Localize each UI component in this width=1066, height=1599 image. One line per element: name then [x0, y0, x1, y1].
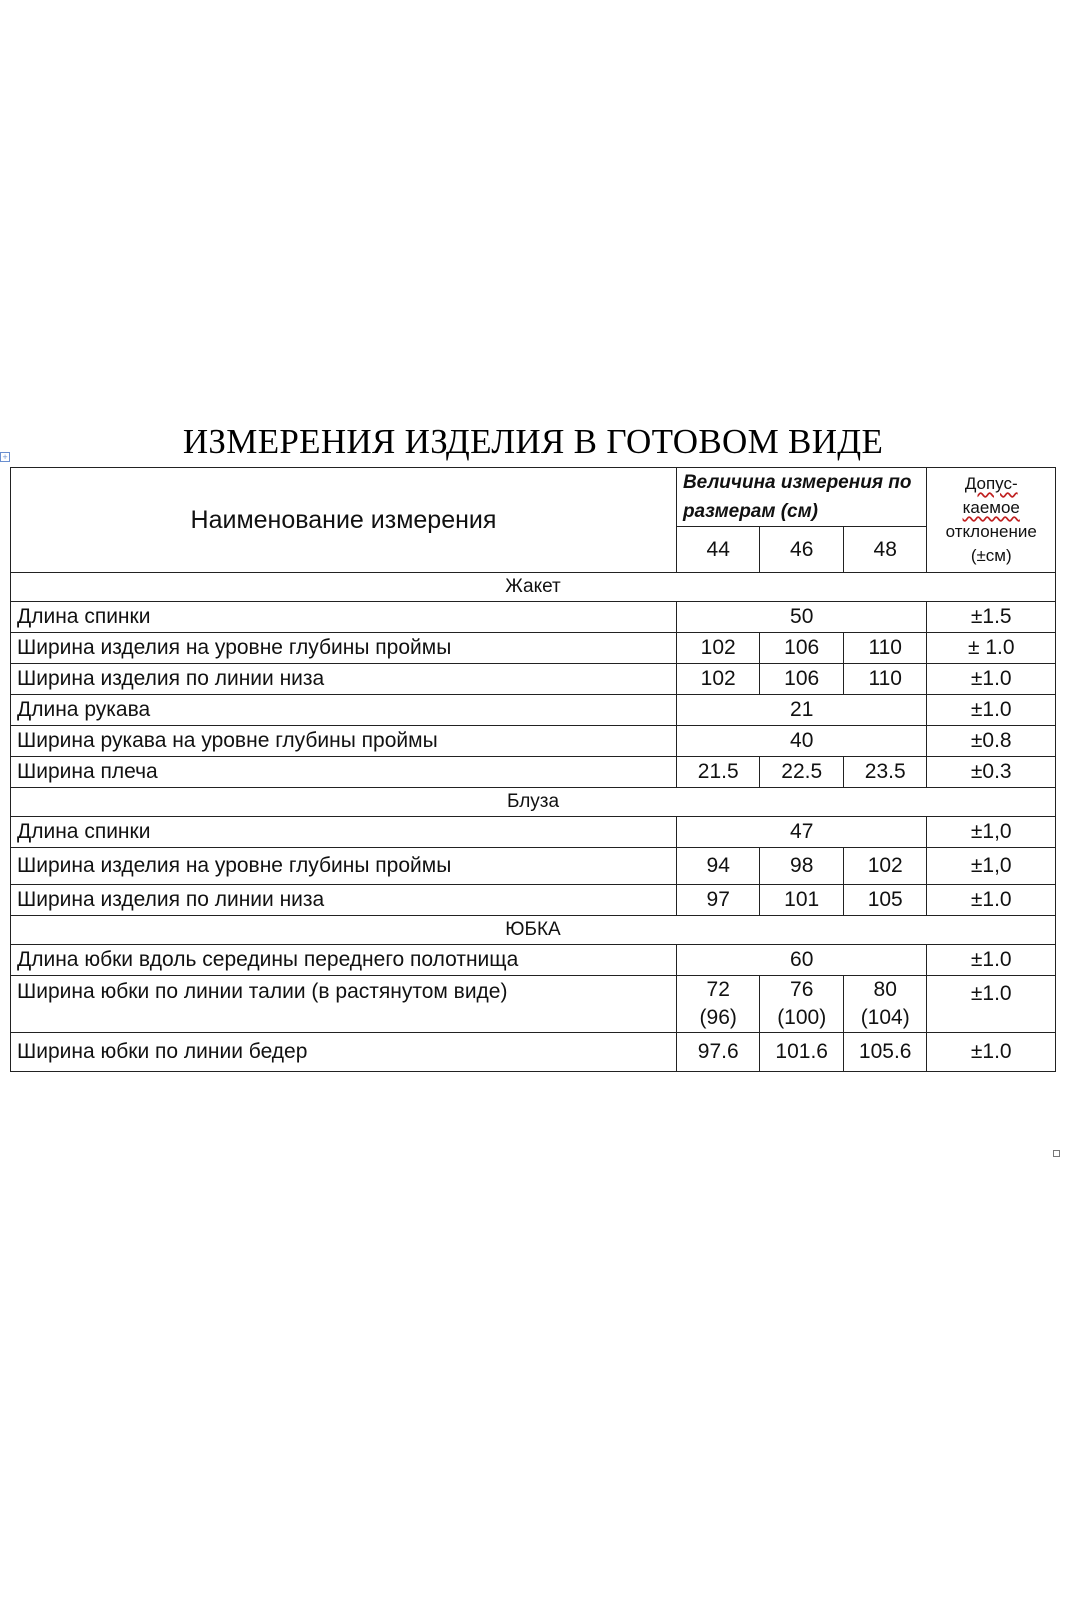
- size-header-cell: 46: [760, 527, 844, 573]
- size-value-cell: [676, 976, 760, 1033]
- size-value: 106: [760, 664, 844, 695]
- size-value: 102: [676, 664, 760, 695]
- size-value: 102: [676, 633, 760, 664]
- row-label: Ширина изделия по линии низа: [11, 664, 677, 695]
- section-title: ЮБКА: [11, 916, 1056, 945]
- row-label: Длина юбки вдоль середины переднего полотнища: [11, 945, 677, 976]
- size-value: 102: [843, 848, 927, 885]
- size-header-cell: 44: [676, 527, 760, 573]
- tolerance-value: ±1.0: [927, 695, 1056, 726]
- tolerance-line-2: каемое: [962, 498, 1020, 517]
- tolerance-value: ±0.3: [927, 757, 1056, 788]
- table-row: [11, 976, 1056, 1033]
- size-value: 94: [676, 848, 760, 885]
- size-value: 80: [873, 978, 897, 1001]
- size-value: 72: [706, 978, 730, 1001]
- row-label: Ширина изделия на уровне глубины проймы: [11, 633, 677, 664]
- size-value: 97.6: [676, 1033, 760, 1072]
- size-value: 110: [843, 633, 927, 664]
- section-title: Жакет: [11, 573, 1056, 602]
- merged-value: 50: [676, 602, 927, 633]
- size-value-sub: (100): [777, 1006, 827, 1029]
- tolerance-value: ±1.0: [927, 945, 1056, 976]
- size-value: 105: [843, 885, 927, 916]
- row-label: Ширина рукава на уровне глубины проймы: [11, 726, 677, 757]
- tolerance-value: ± 1.0: [927, 633, 1056, 664]
- table-row: [11, 817, 1056, 848]
- row-label: Длина рукава: [11, 695, 677, 726]
- tolerance-line-4: (±см): [970, 546, 1012, 565]
- row-label: Ширина изделия на уровне глубины проймы: [11, 848, 677, 885]
- table-row: [11, 945, 1056, 976]
- row-label: Ширина плеча: [11, 757, 677, 788]
- table-resize-handle-icon[interactable]: [1053, 1150, 1060, 1157]
- size-value-cell: [843, 976, 927, 1033]
- document-title: ИЗМЕРЕНИЯ ИЗДЕЛИЯ В ГОТОВОМ ВИДЕ: [182, 422, 884, 461]
- tolerance-value: ±1,0: [927, 817, 1056, 848]
- size-value-sub: (104): [860, 1006, 910, 1029]
- tolerance-value: ±0.8: [927, 726, 1056, 757]
- section-row: [11, 916, 1056, 945]
- section-row: [11, 573, 1056, 602]
- row-label: Длина спинки: [11, 602, 677, 633]
- size-value: 21.5: [676, 757, 760, 788]
- size-value: 106: [760, 633, 844, 664]
- merged-value: 21: [676, 695, 927, 726]
- row-label: Ширина юбки по линии бедер: [11, 1033, 677, 1072]
- size-value-sub: (96): [699, 1006, 737, 1029]
- tolerance-value: ±1.0: [927, 885, 1056, 916]
- size-value: 101: [760, 885, 844, 916]
- row-label: Ширина изделия по линии низа: [11, 885, 677, 916]
- tolerance-value: ±1.5: [927, 602, 1056, 633]
- size-value: 76: [790, 978, 814, 1001]
- table-row: [11, 848, 1056, 885]
- table-row: [11, 757, 1056, 788]
- table-row: [11, 885, 1056, 916]
- size-header-cell: 48: [843, 527, 927, 573]
- size-value-cell: [760, 976, 844, 1033]
- merged-value: 47: [676, 817, 927, 848]
- table-row: [11, 1033, 1056, 1072]
- tolerance-value: ±1.0: [927, 1033, 1056, 1072]
- tolerance-line-1: Допус-: [964, 474, 1018, 493]
- size-value: 22.5: [760, 757, 844, 788]
- tolerance-value: ±1.0: [927, 664, 1056, 695]
- tolerance-line-3: отклонение: [945, 522, 1037, 541]
- tolerance-value: ±1,0: [927, 848, 1056, 885]
- table-row: [11, 726, 1056, 757]
- row-label: Ширина юбки по линии талии (в растянутом виде): [11, 976, 677, 1033]
- size-value: 97: [676, 885, 760, 916]
- header-values-cell: Величина измерения по размерам (см): [676, 468, 927, 527]
- header-name-cell: Наименование измерения: [11, 468, 677, 573]
- size-value: 98: [760, 848, 844, 885]
- merged-value: 40: [676, 726, 927, 757]
- section-row: [11, 788, 1056, 817]
- section-title: Блуза: [11, 788, 1056, 817]
- size-value: 101.6: [760, 1033, 844, 1072]
- row-label: Длина спинки: [11, 817, 677, 848]
- table-row: [11, 664, 1056, 695]
- table-row: [11, 633, 1056, 664]
- merged-value: 60: [676, 945, 927, 976]
- measurements-table: [10, 467, 1056, 1072]
- table-row: [11, 695, 1056, 726]
- size-value: 23.5: [843, 757, 927, 788]
- table-row: [11, 602, 1056, 633]
- header-tolerance-cell: [927, 468, 1056, 573]
- table-move-handle-icon[interactable]: +: [0, 452, 10, 462]
- size-value: 105.6: [843, 1033, 927, 1072]
- tolerance-value: ±1.0: [927, 976, 1056, 1033]
- header-row: [11, 468, 1056, 527]
- size-value: 110: [843, 664, 927, 695]
